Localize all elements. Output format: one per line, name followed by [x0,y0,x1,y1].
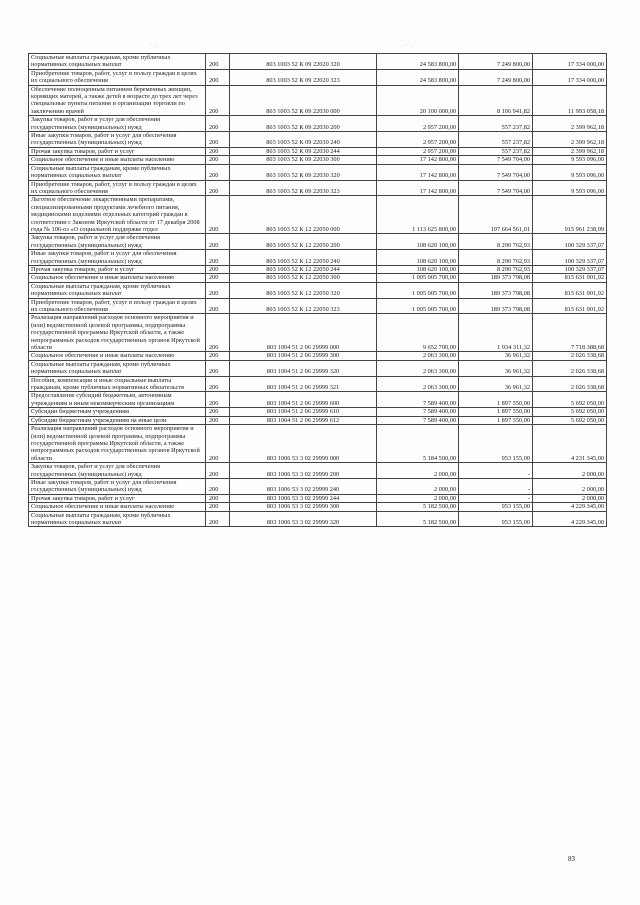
row-kbk-cell: 803 1004 51 2 06 29999 321 [230,376,377,392]
row-executed-cell: 189 373 798,08 [459,298,533,314]
row-name-cell: Прочая закупка товаров, работ и услуг [29,265,206,273]
table-row [29,274,607,282]
row-name-cell: Льготное обеспечение лекарственными препаратами, специализированными продуктами лечебного питания, медицинскими изделиями отдельных категорий граждан в соответствии с Законом Иркутской области от 17 декабря 2008 года № 106-оз «О социальной поддержке отдел [29,196,206,234]
row-name-cell: Приобретение товаров, работ, услуг в пользу граждан в целях их социального обеспечения [29,180,206,196]
row-name-cell: Приобретение товаров, работ, услуг в пользу граждан в целях их социального обеспечения [29,298,206,314]
table-row [29,416,607,424]
table-row [29,156,607,164]
row-executed-cell: 8 290 762,93 [459,250,533,266]
row-remaining-cell: 815 631 901,92 [533,298,607,314]
row-name-cell: Прочая закупка товаров, работ и услуг [29,494,206,502]
table-row [29,69,607,85]
row-name-cell: Иные закупки товаров, работ и услуг для обеспечения государственных (муниципальных) нужд [29,478,206,494]
row-executed-cell: 557 237,82 [459,116,533,132]
table-row [29,425,607,463]
row-approved-cell: 7 589 400,00 [377,416,459,424]
row-kbk-cell: 803 1003 52 К 09 22020 323 [230,69,377,85]
table-row [29,234,607,250]
row-executed-cell: 197 664 561,01 [459,196,533,234]
row-name-cell: Приобретение товаров, работ, услуг в пользу граждан в целях их социального обеспечения [29,69,206,85]
row-code-cell: 200 [206,511,230,527]
row-executed-cell: 36 961,32 [459,360,533,376]
row-executed-cell: 953 155,00 [459,425,533,463]
row-name-cell: Субсидии бюджетным учреждениям [29,408,206,416]
row-code-cell: 200 [206,196,230,234]
row-kbk-cell: 803 1003 52 К 12 22050 200 [230,234,377,250]
row-approved-cell: 9 652 700,00 [377,314,459,352]
row-code-cell: 200 [206,147,230,155]
row-kbk-cell: 803 1003 52 К 09 22020 320 [230,54,377,70]
row-kbk-cell: 803 1006 53 3 02 29999 240 [230,478,377,494]
row-executed-cell: 953 155,00 [459,503,533,511]
row-code-cell: 200 [206,69,230,85]
row-executed-cell: 557 237,82 [459,147,533,155]
row-executed-cell: 1 897 350,00 [459,392,533,408]
row-approved-cell: 2 957 200,00 [377,116,459,132]
row-name-cell: Социальные выплаты гражданам, кроме публичных нормативных социальных выплат [29,511,206,527]
row-remaining-cell: 7 718 388,68 [533,314,607,352]
table-row [29,265,607,273]
row-executed-cell: 7 549 704,00 [459,164,533,180]
row-executed-cell: 557 237,82 [459,132,533,148]
row-kbk-cell: 803 1006 53 3 02 29999 244 [230,494,377,502]
row-remaining-cell: 2 026 338,68 [533,352,607,360]
row-code-cell: 200 [206,392,230,408]
row-approved-cell: 17 142 800,00 [377,164,459,180]
row-remaining-cell: 2 399 962,18 [533,116,607,132]
row-kbk-cell: 803 1003 52 К 12 22050 320 [230,282,377,298]
row-kbk-cell: 803 1003 52 К 12 22050 240 [230,250,377,266]
row-approved-cell: 2 063 300,00 [377,376,459,392]
table-row [29,85,607,116]
row-approved-cell: 2 063 300,00 [377,352,459,360]
row-kbk-cell: 803 1004 51 2 06 29999 612 [230,416,377,424]
row-remaining-cell: 2 399 962,18 [533,132,607,148]
row-name-cell: Обеспечение полноценным питанием беременных женщин, кормящих матерей, а также детей в возрасте до трех лет через специальные пункты питания и организации торговли по заключению врачей [29,85,206,116]
table-row [29,408,607,416]
row-remaining-cell: 5 692 050,00 [533,392,607,408]
row-approved-cell: 5 182 500,00 [377,503,459,511]
row-kbk-cell: 803 1004 51 2 06 29999 000 [230,314,377,352]
row-kbk-cell: 803 1003 52 К 09 22030 000 [230,85,377,116]
row-executed-cell: - [459,463,533,479]
row-code-cell: 200 [206,250,230,266]
table-row [29,282,607,298]
row-name-cell: Реализация направлений расходов основного мероприятия и (или) ведомственной целевой программы, подпрограммы государственной программы Иркутской области, а также непрограммных расходов государственных органов Иркутской области [29,314,206,352]
table-row [29,54,607,70]
row-approved-cell: 2 957 200,00 [377,147,459,155]
table-row [29,511,607,527]
row-code-cell: 200 [206,408,230,416]
row-approved-cell: 1 005 005 700,00 [377,282,459,298]
row-name-cell: Социальное обеспечение и иные выплаты населению [29,352,206,360]
row-kbk-cell: 803 1006 53 3 02 29999 300 [230,503,377,511]
table-row [29,503,607,511]
table-row [29,494,607,502]
row-executed-cell: 8 290 762,93 [459,265,533,273]
budget-execution-table [28,53,607,527]
row-executed-cell: - [459,494,533,502]
row-kbk-cell: 803 1004 51 2 06 29999 610 [230,408,377,416]
table-row [29,463,607,479]
row-kbk-cell: 803 1004 51 2 06 29999 600 [230,392,377,408]
row-executed-cell: 8 106 941,82 [459,85,533,116]
row-approved-cell: 7 589 400,00 [377,408,459,416]
row-name-cell: Иные закупки товаров, работ и услуг для обеспечения государственных (муниципальных) нужд [29,250,206,266]
table-row [29,132,607,148]
row-code-cell: 200 [206,463,230,479]
row-approved-cell: 5 182 500,00 [377,511,459,527]
row-executed-cell: 1 897 350,00 [459,416,533,424]
row-name-cell: Закупка товаров, работ и услуг для обеспечения государственных (муниципальных) нужд [29,463,206,479]
row-remaining-cell: 17 334 000,00 [533,54,607,70]
row-code-cell: 200 [206,164,230,180]
row-kbk-cell: 803 1006 53 3 02 29999 200 [230,463,377,479]
row-remaining-cell: 17 334 000,00 [533,69,607,85]
row-name-cell: Социальные выплаты гражданам, кроме публичных нормативных социальных выплат [29,360,206,376]
row-name-cell: Социальные выплаты гражданам, кроме публичных нормативных социальных выплат [29,282,206,298]
row-remaining-cell: 2 399 962,18 [533,147,607,155]
row-name-cell: Социальное обеспечение и иные выплаты населению [29,156,206,164]
row-kbk-cell: 803 1003 52 К 09 22030 300 [230,156,377,164]
row-approved-cell: 108 620 100,00 [377,234,459,250]
row-kbk-cell: 803 1003 52 К 09 22030 323 [230,180,377,196]
row-executed-cell: 953 155,00 [459,511,533,527]
row-code-cell: 200 [206,298,230,314]
row-kbk-cell: 803 1006 53 3 02 29999 320 [230,511,377,527]
row-name-cell: Пособия, компенсации и иные социальные выплаты гражданам, кроме публичных нормативных обязательств [29,376,206,392]
row-remaining-cell: 815 631 901,92 [533,282,607,298]
table-row [29,298,607,314]
row-approved-cell: 17 142 800,00 [377,180,459,196]
row-name-cell: Иные закупки товаров, работ и услуг для обеспечения государственных (муниципальных) нужд [29,132,206,148]
row-remaining-cell: 815 631 901,92 [533,274,607,282]
row-name-cell: Реализация направлений расходов основного мероприятия и (или) ведомственной целевой программы, подпрограммы государственной программы Иркутской области, а также непрограммных расходов государственных органов Иркутской области [29,425,206,463]
row-code-cell: 200 [206,282,230,298]
row-executed-cell: 7 549 704,00 [459,180,533,196]
row-approved-cell: 17 142 800,00 [377,156,459,164]
row-kbk-cell: 803 1003 52 К 09 22030 320 [230,164,377,180]
row-kbk-cell: 803 1003 52 К 12 22050 323 [230,298,377,314]
row-code-cell: 200 [206,180,230,196]
row-remaining-cell: 100 329 337,07 [533,234,607,250]
row-remaining-cell: 5 692 050,00 [533,416,607,424]
table-body [29,54,607,527]
row-kbk-cell: 803 1003 52 К 09 22030 244 [230,147,377,155]
table-row [29,392,607,408]
table-row [29,352,607,360]
row-code-cell: 200 [206,274,230,282]
row-kbk-cell: 803 1004 51 2 06 29999 320 [230,360,377,376]
row-kbk-cell: 803 1003 52 К 12 22050 244 [230,265,377,273]
row-approved-cell: 2 063 300,00 [377,360,459,376]
scan-artifact-top-left: ˙ ˙· ˙ [150,44,161,50]
row-kbk-cell: 803 1003 52 К 12 22050 000 [230,196,377,234]
table-row [29,180,607,196]
row-approved-cell: 1 113 625 800,00 [377,196,459,234]
table-row [29,314,607,352]
row-name-cell: Социальное обеспечение и иные выплаты населению [29,274,206,282]
row-approved-cell: 108 620 100,00 [377,265,459,273]
row-executed-cell: 189 373 798,08 [459,282,533,298]
row-remaining-cell: 2 000,00 [533,478,607,494]
row-name-cell: Прочая закупка товаров, работ и услуг [29,147,206,155]
row-executed-cell: 189 373 798,08 [459,274,533,282]
row-code-cell: 200 [206,54,230,70]
row-code-cell: 200 [206,132,230,148]
row-executed-cell: 36 961,32 [459,352,533,360]
row-approved-cell: 1 005 005 700,00 [377,274,459,282]
row-kbk-cell: 803 1006 53 3 02 29999 000 [230,425,377,463]
row-code-cell: 200 [206,352,230,360]
row-approved-cell: 24 583 800,00 [377,69,459,85]
table-row [29,116,607,132]
row-code-cell: 200 [206,234,230,250]
row-approved-cell: 2 000,00 [377,478,459,494]
row-code-cell: 200 [206,494,230,502]
row-remaining-cell: 100 329 337,07 [533,250,607,266]
row-name-cell: Социальные выплаты гражданам, кроме публичных нормативных социальных выплат [29,164,206,180]
row-code-cell: 200 [206,478,230,494]
row-executed-cell: 36 961,32 [459,376,533,392]
row-name-cell: Социальное обеспечение и иные выплаты населению [29,503,206,511]
table-row [29,250,607,266]
table-row [29,376,607,392]
row-executed-cell: 1 897 350,00 [459,408,533,416]
row-approved-cell: 5 184 500,00 [377,425,459,463]
row-executed-cell: - [459,478,533,494]
row-remaining-cell: 9 593 096,00 [533,180,607,196]
row-executed-cell: 7 549 704,00 [459,156,533,164]
row-remaining-cell: 4 231 345,00 [533,425,607,463]
row-name-cell: Предоставление субсидий бюджетным, автономным учреждениям и иным некоммерческим организациям [29,392,206,408]
row-approved-cell: 2 957 200,00 [377,132,459,148]
row-remaining-cell: 9 593 096,00 [533,156,607,164]
row-code-cell: 200 [206,360,230,376]
row-code-cell: 200 [206,503,230,511]
row-name-cell: Закупка товаров, работ и услуг для обеспечения государственных (муниципальных) нужд [29,234,206,250]
row-approved-cell: 7 589 400,00 [377,392,459,408]
row-kbk-cell: 803 1003 52 К 09 22030 240 [230,132,377,148]
row-approved-cell: 108 620 100,00 [377,250,459,266]
table-row [29,164,607,180]
row-remaining-cell: 4 229 345,00 [533,503,607,511]
row-code-cell: 200 [206,85,230,116]
row-executed-cell: 7 249 800,00 [459,54,533,70]
row-remaining-cell: 2 000,00 [533,463,607,479]
row-remaining-cell: 4 229 345,00 [533,511,607,527]
row-remaining-cell: 2 026 338,68 [533,376,607,392]
table-row [29,147,607,155]
table-row [29,196,607,234]
row-approved-cell: 2 000,00 [377,463,459,479]
row-approved-cell: 20 100 000,00 [377,85,459,116]
row-code-cell: 200 [206,376,230,392]
row-code-cell: 200 [206,156,230,164]
row-name-cell: Закупка товаров, работ и услуг для обеспечения государственных (муниципальных) нужд [29,116,206,132]
row-executed-cell: 8 290 762,93 [459,234,533,250]
row-remaining-cell: 11 993 058,18 [533,85,607,116]
row-remaining-cell: 9 593 096,00 [533,164,607,180]
row-remaining-cell: 915 961 238,99 [533,196,607,234]
row-code-cell: 200 [206,116,230,132]
row-executed-cell: 7 249 800,00 [459,69,533,85]
row-name-cell: Социальные выплаты гражданам, кроме публичных нормативных социальных выплат [29,54,206,70]
scan-artifact-top-right: · ˙ ˙ · [400,44,413,50]
row-kbk-cell: 803 1003 52 К 12 22050 300 [230,274,377,282]
row-code-cell: 200 [206,314,230,352]
row-approved-cell: 2 000,00 [377,494,459,502]
row-code-cell: 200 [206,425,230,463]
row-code-cell: 200 [206,265,230,273]
row-kbk-cell: 803 1003 52 К 09 22030 200 [230,116,377,132]
row-code-cell: 200 [206,416,230,424]
row-remaining-cell: 2 000,00 [533,494,607,502]
row-approved-cell: 24 583 800,00 [377,54,459,70]
row-kbk-cell: 803 1004 51 2 06 29999 300 [230,352,377,360]
table-row [29,478,607,494]
row-remaining-cell: 100 329 337,07 [533,265,607,273]
page-number: 83 [568,855,575,863]
row-remaining-cell: 2 026 338,68 [533,360,607,376]
table-row [29,360,607,376]
row-name-cell: Субсидии бюджетным учреждениям на иные цели [29,416,206,424]
row-approved-cell: 1 005 005 700,00 [377,298,459,314]
row-remaining-cell: 5 692 050,00 [533,408,607,416]
row-executed-cell: 1 934 311,32 [459,314,533,352]
